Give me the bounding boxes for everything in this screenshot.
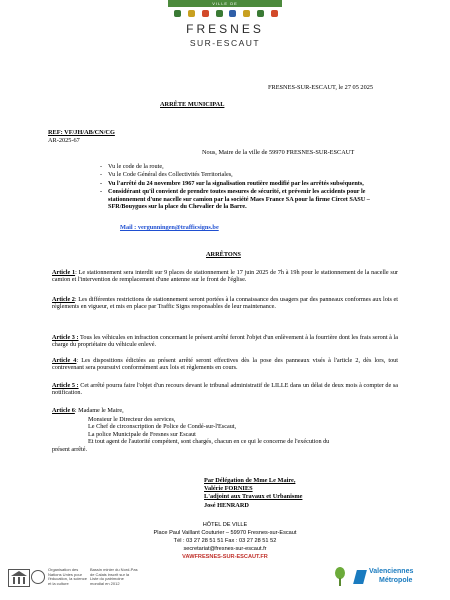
contact-email-link[interactable]: Mail : vergunningen@trafficsigns.be [120,224,219,231]
recipient-item: Le Chef de circonscription de Police de Condé-sur-l'Escaut, [88,423,237,431]
article-6 [52,407,398,414]
article-1 [52,269,398,284]
bassin-minier-text: Bassin minier du Nord-Pas de Calais inscrit sur la Liste du patrimoine mondial en 2012 [90,567,138,586]
unesco-logo [8,569,30,587]
consideration-item: - Vu le code de la route, [108,163,398,170]
article-text: Cet arrêté pourra faire l'objet d'un recours devant le tribunal administratif de LILLE dans un délai de deux mois à compter de sa notification. [52,382,398,397]
consideration-item: - Vu l'arrêté du 24 novembre 1967 sur la signalisation routière modifié par les arrêtés subséquents, [108,180,398,187]
article-label: Article 3 : [52,334,79,341]
recipient-item: Monsieur le Directeur des services, [88,416,176,423]
recipients-end: présent arrêté. [52,446,88,453]
park-logo [334,566,346,588]
signature-second-name: José HENRARD [204,502,249,509]
article-label: Article 1 [52,269,76,276]
chevron-logo-icon [353,570,367,584]
footer-hotel: HÔTEL DE VILLE [202,522,248,528]
header-band-text: VILLE DE [212,1,238,6]
recipient-item: Et tout agent de l'autorité compétent, sont chargés, chacun en ce qui le concerne de l'exécution du [88,438,330,446]
article-text: : Madame le Maire, [74,407,124,414]
article-label: Article 4 [52,357,77,364]
article-label: Article 6 [52,407,75,414]
emblem-icon [188,10,195,17]
footer-website[interactable]: VAWFRESNES-SUR-ESCAUT.FR [182,554,268,560]
leaf-icon [334,566,346,588]
valenciennes-metropole-logo [355,568,445,592]
temple-icon [9,570,29,586]
unesco-text: Organisation des Nations Unies pour l'éducation, la science et la culture [48,567,88,586]
article-text: : Le stationnement sera interdit sur 9 places de stationnement le 17 juin 2025 de 7h à 19h pour le stationnement de la nacelle sur camion et l'intervention de remplacement d'une antenne sur le front de l'église. [52,269,398,284]
heritage-emblem-icon [31,570,45,584]
signature-delegation: Par Délégation de Mme Le Maire, [204,477,296,484]
footer-phone: Tél : 03 27 28 51 51 Fax : 03 27 28 51 52 [173,538,277,544]
considerant-detail: pour le stationnement d'une nacelle sur camion par la société Maes France SA pour la firme Circet SASU – SFR/Bouygues sur la place du Chevalier de la Barre. [108,188,370,211]
recipient-item: La police Municipale de Fresnes sur Escaut [88,430,196,438]
consideration-item [108,188,398,210]
footer-address: Place Paul Vaillant Couturier – 59970 Fresnes-sur-Escaut [153,530,297,536]
article-2 [52,296,398,311]
intro-text: Nous, Maire de la ville de 59970 FRESNES-SUR-ESCAUT [202,149,355,156]
emblem-icon [243,10,250,17]
article-5 [52,382,398,397]
consideration-item: - Vu le Code Général des Collectivités Territoriales, [108,171,398,178]
article-label: Article 2 [52,296,75,303]
considerant-text: Considérant qu'il convient de prendre toutes mesures de sécurité, et prévenir les accidents [108,188,346,196]
article-text: : Les dispositions édictées au présent arrêté seront effectives dès la pose des panneaux visés à l'article 2, dès lors, tout contrevenant sera poursuivi conformément aux lois et règlements en cours. [52,357,398,372]
article-label: Article 5 : [52,382,79,389]
emblem-icon [271,10,278,17]
arretons-heading: ARRÊTONS [206,251,241,258]
emblem-icon [216,10,223,17]
town-name: FRESNES [186,22,264,36]
emblem-icon [202,10,209,17]
article-text: Tous les véhicules en infraction concernant le présent arrêté feront l'objet d'un enlèvement à la fourrière dont les frais seront à la charge du propriétaire du véhicule enlevé. [52,334,398,349]
reference-label: REF: VF/JH/AB/CN/CG [48,129,115,136]
place-date: FRESNES-SUR-ESCAUT, le 27 05 2025 [268,84,374,91]
recipients-list [88,416,398,446]
town-emblems [174,10,278,19]
article-3 [52,334,398,349]
article-text: : Les différentes restrictions de stationnement seront portées à la connaissance des usagers par des panneaux conformes aux lois et règlements en vigueur, et mis en place par Traffic Signs responsables de leur maintenance. [52,296,398,311]
header-band [168,0,282,7]
valenciennes-label: Valenciennes [369,568,414,575]
metropole-label: Métropole [379,577,413,584]
town-subname: SUR-ESCAUT [189,38,261,48]
reference-number: AR-2025-67 [48,137,80,144]
emblem-icon [174,10,181,17]
signature-role: L'adjoint aux Travaux et Urbanisme [204,493,303,500]
signature-name: Valérie FORNIES [204,485,253,492]
document-title: ARRÊTE MUNICIPAL [160,101,225,108]
considerations-list [108,163,398,211]
emblem-icon [257,10,264,17]
emblem-icon [229,10,236,17]
article-4 [52,357,398,372]
footer-email[interactable]: secretariat@fresnes-sur-escaut.fr [183,546,267,552]
